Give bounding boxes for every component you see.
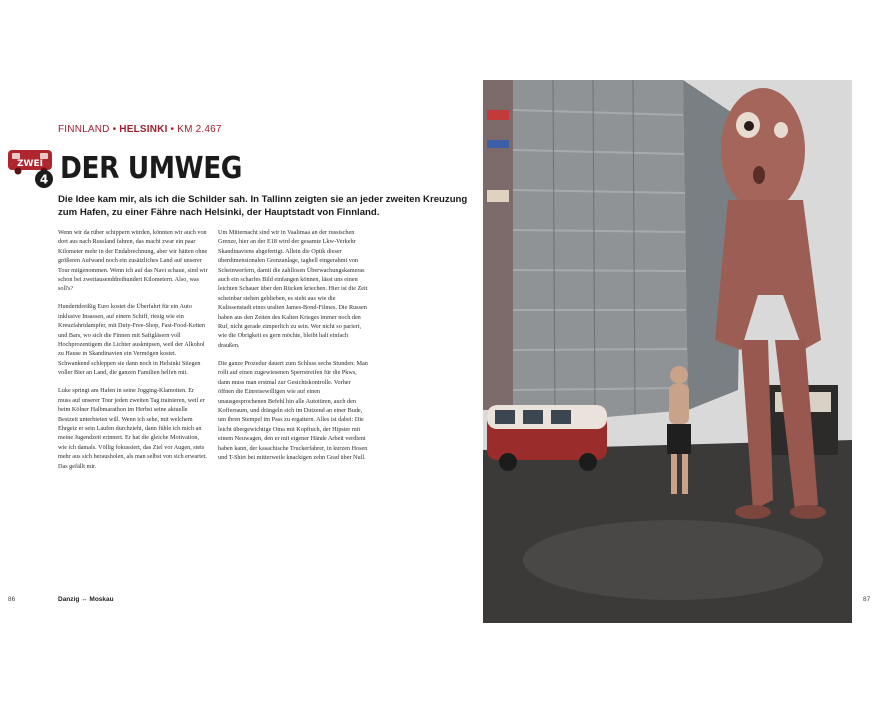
van-badge-icon — [6, 146, 56, 190]
kicker-km: KM 2.467 — [177, 124, 222, 135]
badge-number: 4 — [39, 172, 49, 187]
body-paragraph: Luke springt am Hafen in seine Jogging-Klamotten. Er muss auf unserer Tour jeden zweiten Tag trainieren, weil er beim Kölner Halbmarathon im Herbst seine aktuelle Bestzeit unterbieten will. Wenn ich sehe, mit welchem Ehrgeiz er sein Laufen durchzieht, dann fühle ich mich an meine Jugendzeit erinnert. Er hat die gleiche Motivation, wie ich damals. Völlig fokussiert, das Ziel vor Augen, stets mehr aus sich herausholen, als man selbst von sich erwartet. Das gefällt mir. — [58, 387, 207, 470]
badge-label: ZWEI — [17, 159, 43, 169]
location-kicker: FINNLAND • HELSINKI • KM 2.467 — [58, 124, 222, 135]
page-number-left: 86 — [8, 596, 16, 603]
article-title: DER UMWEG — [60, 151, 243, 186]
chapter-badge — [6, 146, 56, 190]
running-head: Danzig ↔ Moskau — [58, 596, 114, 603]
body-paragraph: Wenn wir da rüber schippern würden, könnten wir auch von dort aus nach Russland fahren, das macht zwar ein paar Kilometer mehr in der Endabrechnung, aber wir hätten ohne größeren Aufwand noch ein zusätzliches Land auf unserer Tour mitgenommen. Wenn ich auf das Navi schaue, sind wir schon bei zweitausenddreihundert Kilometern. Also, was soll's? — [58, 229, 208, 293]
photo-statue-helsinki — [483, 80, 852, 623]
body-paragraph: Die ganze Prozedur dauert zum Schluss sechs Stunden: Man rollt auf einen zugewiesenen Sperrstreifen für die Pkws, dann muss man erstmal zur Gesichtskontrolle. Vorher öffnen die Einreisewilligen wie auf einen unausgesprochenen Befehl hin alle Autotüren, auch den Kofferraum, und drängeln sich im Dutzend an einer Bude, um ihren Stempel im Pass zu ergattern. Alles ist dabei: Die leicht übergewichtige Oma mit Kopftuch, der Hipster mit einem Neuwagen, den er mit eigener Hände Arbeit verdient haben kann, der kasachische Truckerfahrer, in kurzen Hosen und T-Shirt bei mitterweile knackigen zehn Grad über Null. — [218, 359, 368, 461]
body-column-1 — [58, 228, 208, 480]
kicker-country: FINNLAND — [58, 124, 110, 135]
photo-illustration — [483, 80, 852, 623]
body-column-2 — [218, 228, 368, 471]
body-paragraph: Um Mitternacht sind wir in Vaalimaa an der russischen Grenze, hier an der E18 wird der gesamte Lkw-Verkehr Skandinaviens abgefertigt. Allein die Optik dieser überdimensionalen Grenzanlage, taghell eingerahmt von Scheinwerfern, damit die zahllosen Überwachungskameras auch ein scharfes Bild einfangen können, lässt uns einen leichten Schauer über den Rücken kriechen. Hier ist die Zeit scheinbar stehen geblieben, es sieht aus wie die Kulissenstadt eines uralten James-Bond-Filmes. Die Russen haben aus den Zeiten des Kalten Krieges immer noch den Ruf, nicht gerade zimperlich zu sein. Wer nicht so pariert, wie die Obrigkeit es gern möchte, bleibt halt einfach draußen. — [218, 229, 368, 349]
kicker-city: HELSINKI — [119, 124, 168, 135]
page-number-right: 87 — [863, 596, 871, 603]
body-paragraph: Hundertdreißig Euro kostet die Überfahrt für ein Auto inklusive Insassen, auf einem Schiff, riesig wie ein Kreuzfahrtdampfer, mit Duty-Free-Shop, Fast-Food-Ketten und Bars, wo sich die Finnen mit Saftgläsern voll Hochprozentigem die Lichter ausknipsen, weil der Alkohol zu Hause in Skandinavien ein Vermögen kostet. Schwankend schleppen sie dann noch in Helsinki Stiegen voller Bier an Land, die ganzen Familien helfen mit. — [58, 303, 206, 377]
lead-paragraph: Die Idee kam mir, als ich die Schilder sah. In Tallinn zeigten sie an jeder zweiten Kreuzung zum Hafen, zu einer Fähre nach Helsinki, der Hauptstadt von Finnland. — [58, 194, 468, 218]
